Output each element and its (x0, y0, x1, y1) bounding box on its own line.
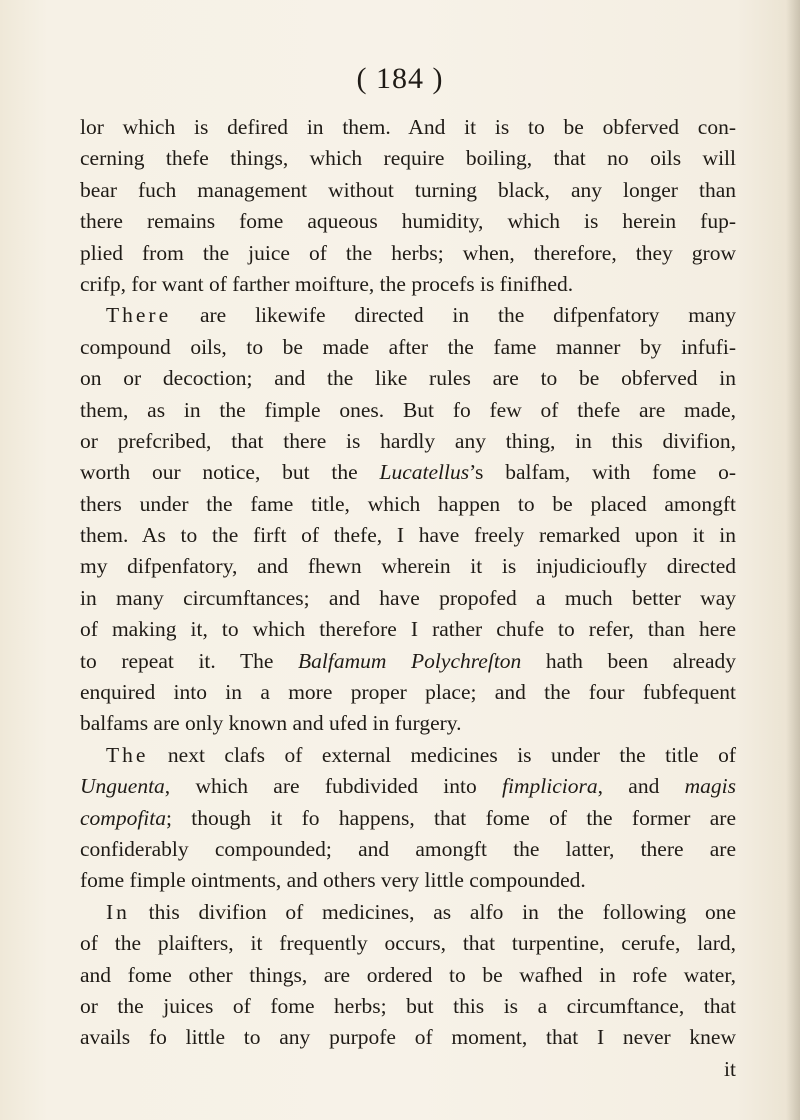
text-run: cerning thefe things, which require boiling, that no oils will (80, 146, 736, 171)
text-run: in many circumftances; and have propofed a much better way (80, 585, 736, 610)
text-line (80, 1022, 736, 1053)
text-line (80, 897, 736, 928)
italic-term: Lucatellus (379, 460, 470, 485)
text-line (80, 865, 736, 896)
text-run: there remains fome aqueous humidity, which is herein fup- (80, 209, 736, 234)
text-run: next clafs of external medicines is under the title of (148, 742, 736, 767)
text-line (80, 583, 736, 614)
text-run: or the juices of fome herbs; but this is a circumftance, that (80, 993, 736, 1018)
text-line (80, 740, 736, 771)
text-line (80, 677, 736, 708)
italic-term: Unguenta (80, 774, 165, 799)
italic-term: compofita (80, 805, 166, 830)
text-line (80, 960, 736, 991)
text-line (80, 363, 736, 394)
text-line (80, 646, 736, 677)
small-caps-lead: The (106, 742, 149, 767)
text-line (80, 1054, 736, 1085)
text-run: plied from the juice of the herbs; when, therefore, they grow (80, 240, 736, 265)
text-line (80, 489, 736, 520)
text-run: balfams are only known and ufed in furgery. (80, 711, 462, 736)
text-line (80, 332, 736, 363)
small-caps-lead: In (106, 899, 130, 924)
text-run: of the plaifters, it frequently occurs, that turpentine, cerufe, lard, (80, 931, 736, 956)
text-run: thers under the fame title, which happen to be placed amongft (80, 491, 736, 516)
text-line (80, 238, 736, 269)
text-run: to repeat it. The (80, 648, 299, 673)
text-line (80, 395, 736, 426)
small-caps-lead: There (106, 303, 172, 328)
text-run: bear fuch management without turning black, any longer than (80, 177, 736, 202)
text-line (80, 269, 736, 300)
text-line (80, 457, 736, 488)
text-line (80, 175, 736, 206)
text-run: them, as in the fimple ones. But fo few of thefe are made, (80, 397, 736, 422)
body-text (80, 112, 736, 1085)
text-run: of making it, to which therefore I rather chufe to refer, than here (80, 617, 736, 642)
text-run: avails fo little to any purpofe of moment, that I never knew (80, 1025, 736, 1050)
text-line (80, 143, 736, 174)
text-line (80, 834, 736, 865)
text-run: hath been already (521, 648, 736, 673)
text-run: fome fimple ointments, and others very little compounded. (80, 868, 586, 893)
text-line (80, 991, 736, 1022)
text-run: compound oils, to be made after the fame manner by infufi- (80, 334, 736, 359)
text-line (80, 771, 736, 802)
text-run: ; though it fo happens, that fome of the former are (166, 805, 736, 830)
text-run: lor which is defired in them. And it is to be obferved con- (80, 115, 736, 139)
text-run: worth our notice, but the (80, 460, 380, 485)
text-line (80, 520, 736, 551)
text-run: it (724, 1056, 736, 1081)
text-run: them. As to the firft of thefe, I have freely remarked upon it in (80, 523, 736, 548)
italic-term: fimpliciora (502, 774, 598, 799)
text-run: ’s balfam, with fome o- (469, 460, 737, 485)
text-line (80, 300, 736, 331)
text-run: , and (597, 774, 685, 799)
text-run: confiderably compounded; and amongft the latter, there are (80, 836, 736, 861)
text-run: crifp, for want of farther moifture, the procefs is finifhed. (80, 271, 574, 296)
text-run: , which are fubdivided into (164, 774, 503, 799)
text-run: enquired into in a more proper place; and the four fubfequent (80, 680, 736, 705)
text-line (80, 112, 736, 143)
italic-term: magis (684, 774, 736, 799)
text-run: are likewife directed in the difpenfatory many (171, 303, 736, 328)
text-line (80, 803, 736, 834)
text-run: and fome other things, are ordered to be wafhed in rofe water, (80, 962, 736, 987)
text-line (80, 551, 736, 582)
text-run: this divifion of medicines, as alfo in the following one (129, 899, 736, 924)
page-edge-shadow (786, 0, 800, 1120)
text-line (80, 708, 736, 739)
text-line (80, 206, 736, 237)
page-number: ( 184 ) (356, 62, 444, 95)
text-line (80, 426, 736, 457)
text-run: or prefcribed, that there is hardly any thing, in this divifion, (80, 428, 736, 453)
text-line (80, 928, 736, 959)
text-run: on or decoction; and the like rules are to be obferved in (80, 366, 736, 391)
text-run: my difpenfatory, and fhewn wherein it is injudicioufly directed (80, 554, 736, 579)
italic-term: Balfamum Polychreſton (298, 648, 522, 673)
text-line (80, 614, 736, 645)
